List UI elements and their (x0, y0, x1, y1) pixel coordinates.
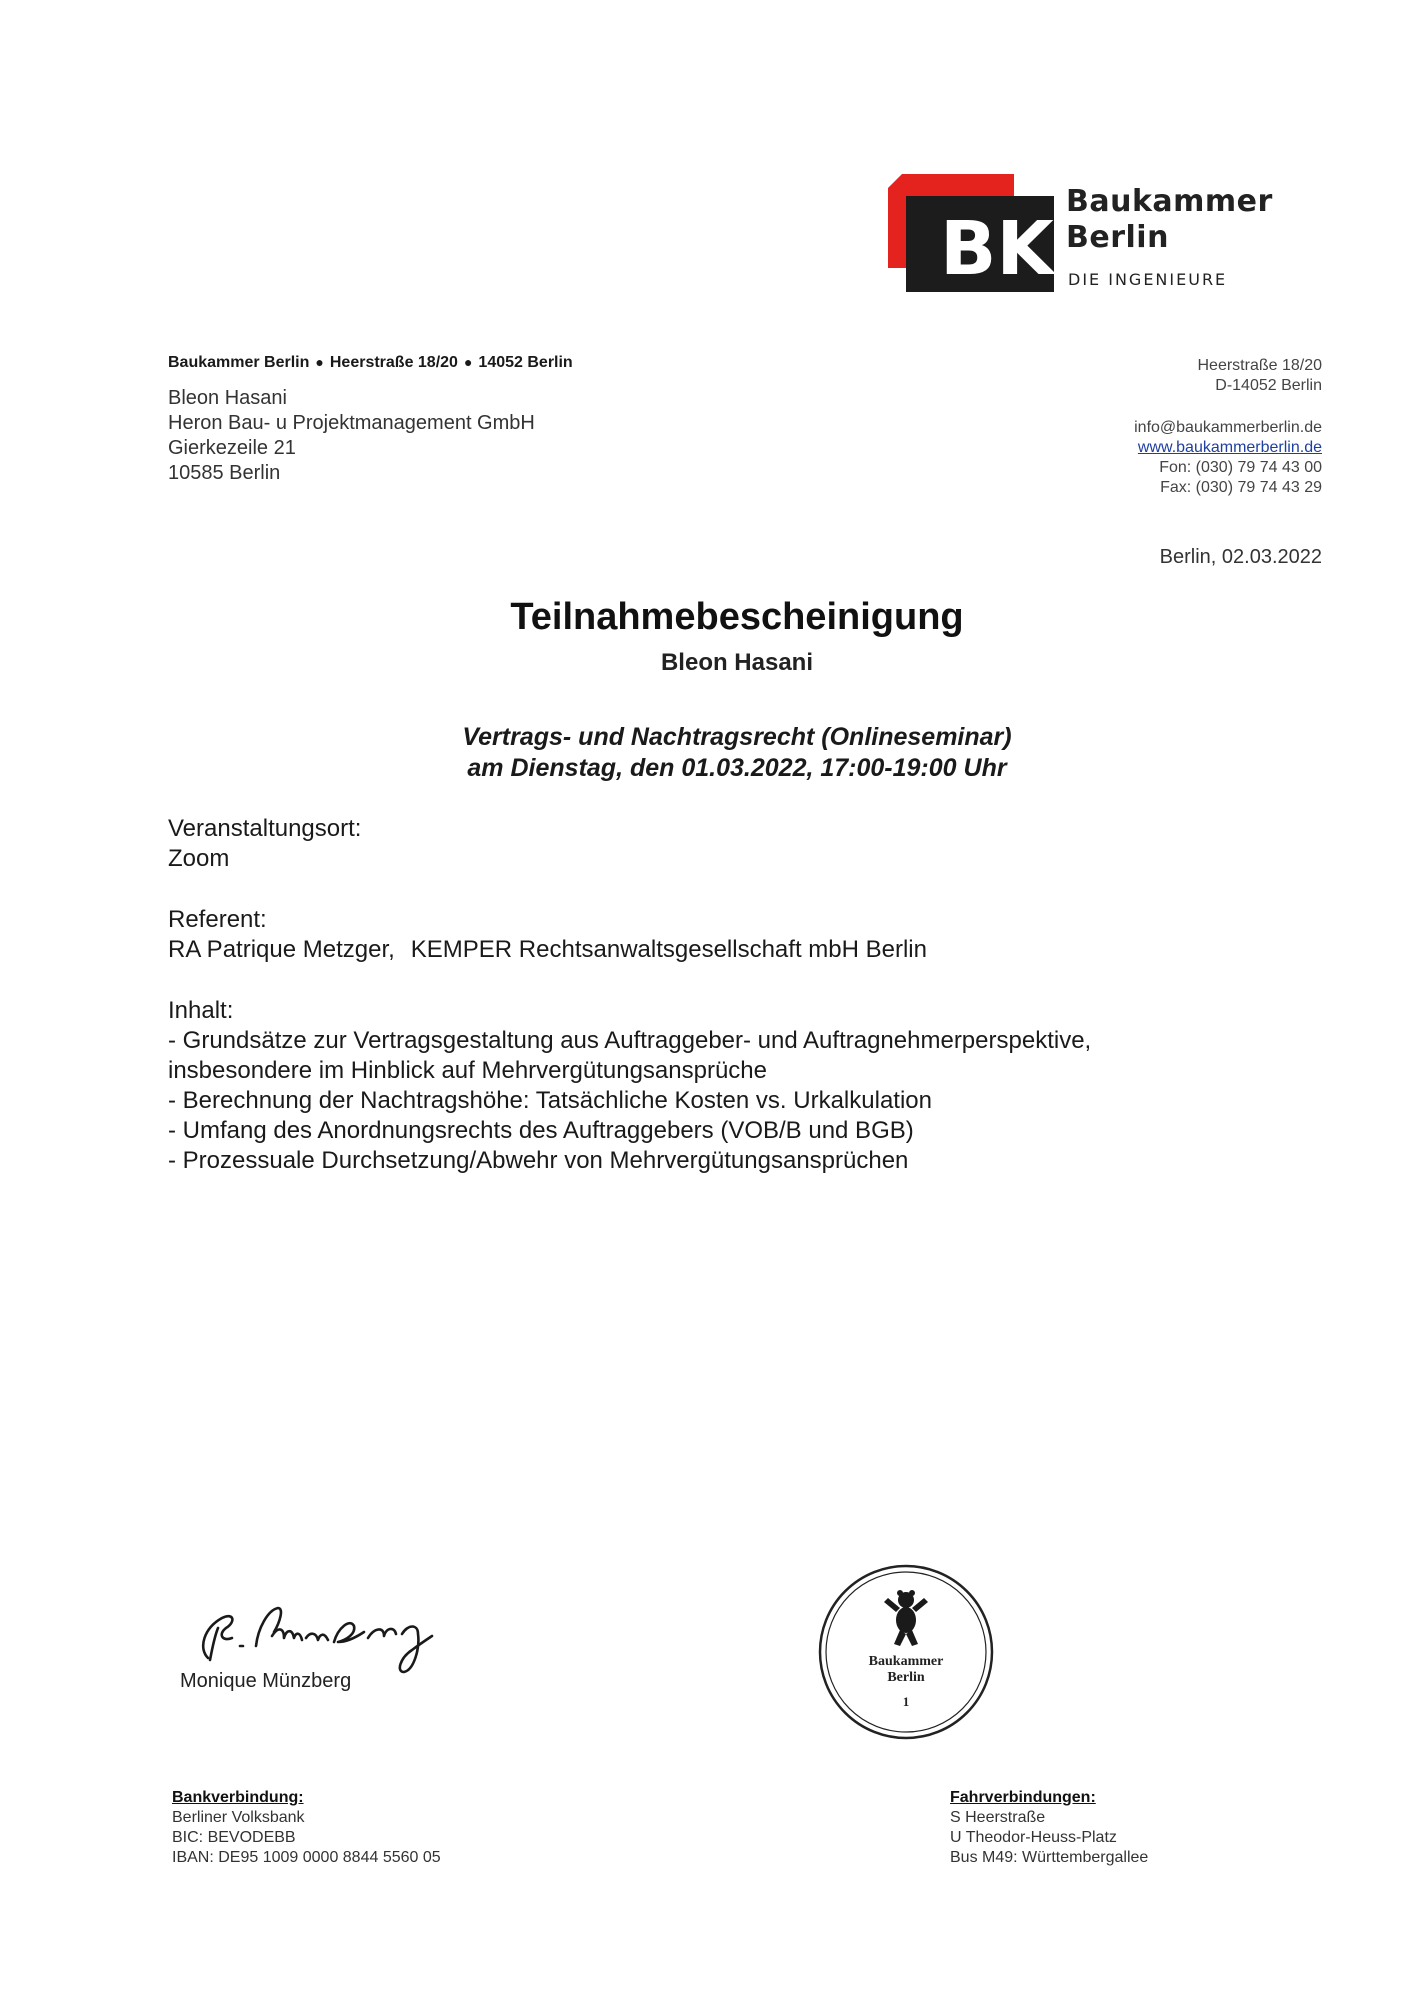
recipient-street: Gierkezeile 21 (168, 437, 296, 459)
venue-value: Zoom (168, 845, 230, 872)
content-line: - Prozessuale Durchsetzung/Abwehr von Mehrvergütungsansprüchen (168, 1147, 909, 1174)
logo-name-line2: Berlin (1066, 220, 1169, 255)
sender-org: Baukammer Berlin (168, 354, 310, 371)
document-title: Teilnahmebescheinigung (510, 596, 964, 638)
bank-line: IBAN: DE95 1009 0000 8844 5560 05 (172, 1849, 441, 1866)
content-line: - Berechnung der Nachtragshöhe: Tatsächliche Kosten vs. Urkalkulation (168, 1087, 932, 1114)
signer-name: Monique Münzberg (180, 1670, 352, 1692)
handwritten-signature (188, 1588, 488, 1678)
participant-name: Bleon Hasani (660, 649, 814, 676)
transport-line: Bus M49: Württembergallee (950, 1849, 1149, 1866)
event-title: Vertrags- und Nachtragsrecht (Onlineseminar) (462, 723, 1012, 751)
transport-line: S Heerstraße (950, 1809, 1046, 1826)
bullet-icon: ● (315, 354, 324, 370)
bk-logo-icon (884, 170, 1064, 295)
content-line: - Umfang des Anordnungsrechts des Auftraggebers (VOB/B und BGB) (168, 1117, 914, 1144)
contact-web-link[interactable]: www.baukammerberlin.de (1137, 439, 1322, 456)
sender-street: Heerstraße 18/20 (329, 354, 458, 371)
logo-tagline: DIE INGENIEURE (1068, 270, 1228, 289)
seal-text-line1: Baukammer (868, 1654, 944, 1669)
baukammer-logo (884, 170, 1273, 295)
recipient-name: Bleon Hasani (168, 387, 287, 409)
content-line: insbesondere im Hinblick auf Mehrvergütungsansprüche (168, 1057, 767, 1084)
logo-name-line1: Baukammer (1066, 184, 1273, 219)
contact-city: D-14052 Berlin (1215, 377, 1322, 394)
official-seal (816, 1562, 996, 1742)
footer-bank-details (172, 1788, 441, 1868)
venue-section (168, 814, 361, 874)
seal-number: 1 (902, 1694, 910, 1709)
footer-transport (950, 1788, 1148, 1868)
transport-line: U Theodor-Heuss-Platz (950, 1829, 1117, 1846)
recipient-company: Heron Bau- u Projektmanagement GmbH (168, 412, 535, 434)
bank-line: BIC: BEVODEBB (172, 1829, 296, 1846)
bank-heading: Bankverbindung: (172, 1789, 304, 1806)
letter-date: Berlin, 02.03.2022 (1159, 546, 1322, 568)
content-section (168, 996, 1091, 1176)
venue-label: Veranstaltungsort: (168, 815, 362, 842)
content-line: - Grundsätze zur Vertragsgestaltung aus Auftraggeber- und Auftragnehmerperspektive, (168, 1027, 1092, 1054)
contact-block (1134, 356, 1322, 498)
seal-ring-icon (816, 1562, 996, 1742)
seal-text-line2: Berlin (887, 1670, 925, 1685)
logo-letters: BK (940, 206, 1054, 292)
sender-return-address (168, 354, 573, 372)
bullet-icon: ● (463, 354, 473, 370)
content-label: Inhalt: (168, 997, 234, 1024)
event-datetime: am Dienstag, den 01.03.2022, 17:00-19:00 Uhr (467, 754, 1007, 782)
contact-fax: Fax: (030) 79 74 43 29 (1160, 479, 1322, 496)
event-info (0, 722, 1414, 784)
speaker-section (168, 905, 927, 965)
sender-city: 14052 Berlin (478, 354, 573, 371)
berlin-bear-icon (884, 1590, 928, 1646)
contact-email[interactable]: info@baukammerberlin.de (1134, 419, 1322, 436)
transport-heading: Fahrverbindungen: (950, 1789, 1096, 1806)
speaker-label: Referent: (168, 906, 267, 933)
contact-street: Heerstraße 18/20 (1197, 357, 1322, 374)
contact-phone: Fon: (030) 79 74 43 00 (1159, 459, 1322, 476)
recipient-address (168, 386, 535, 486)
speaker-firm: KEMPER Rechtsanwaltsgesellschaft mbH Berlin (410, 936, 927, 963)
recipient-city: 10585 Berlin (168, 462, 281, 484)
bank-line: Berliner Volksbank (172, 1809, 305, 1826)
speaker-name: RA Patrique Metzger, (168, 936, 395, 963)
